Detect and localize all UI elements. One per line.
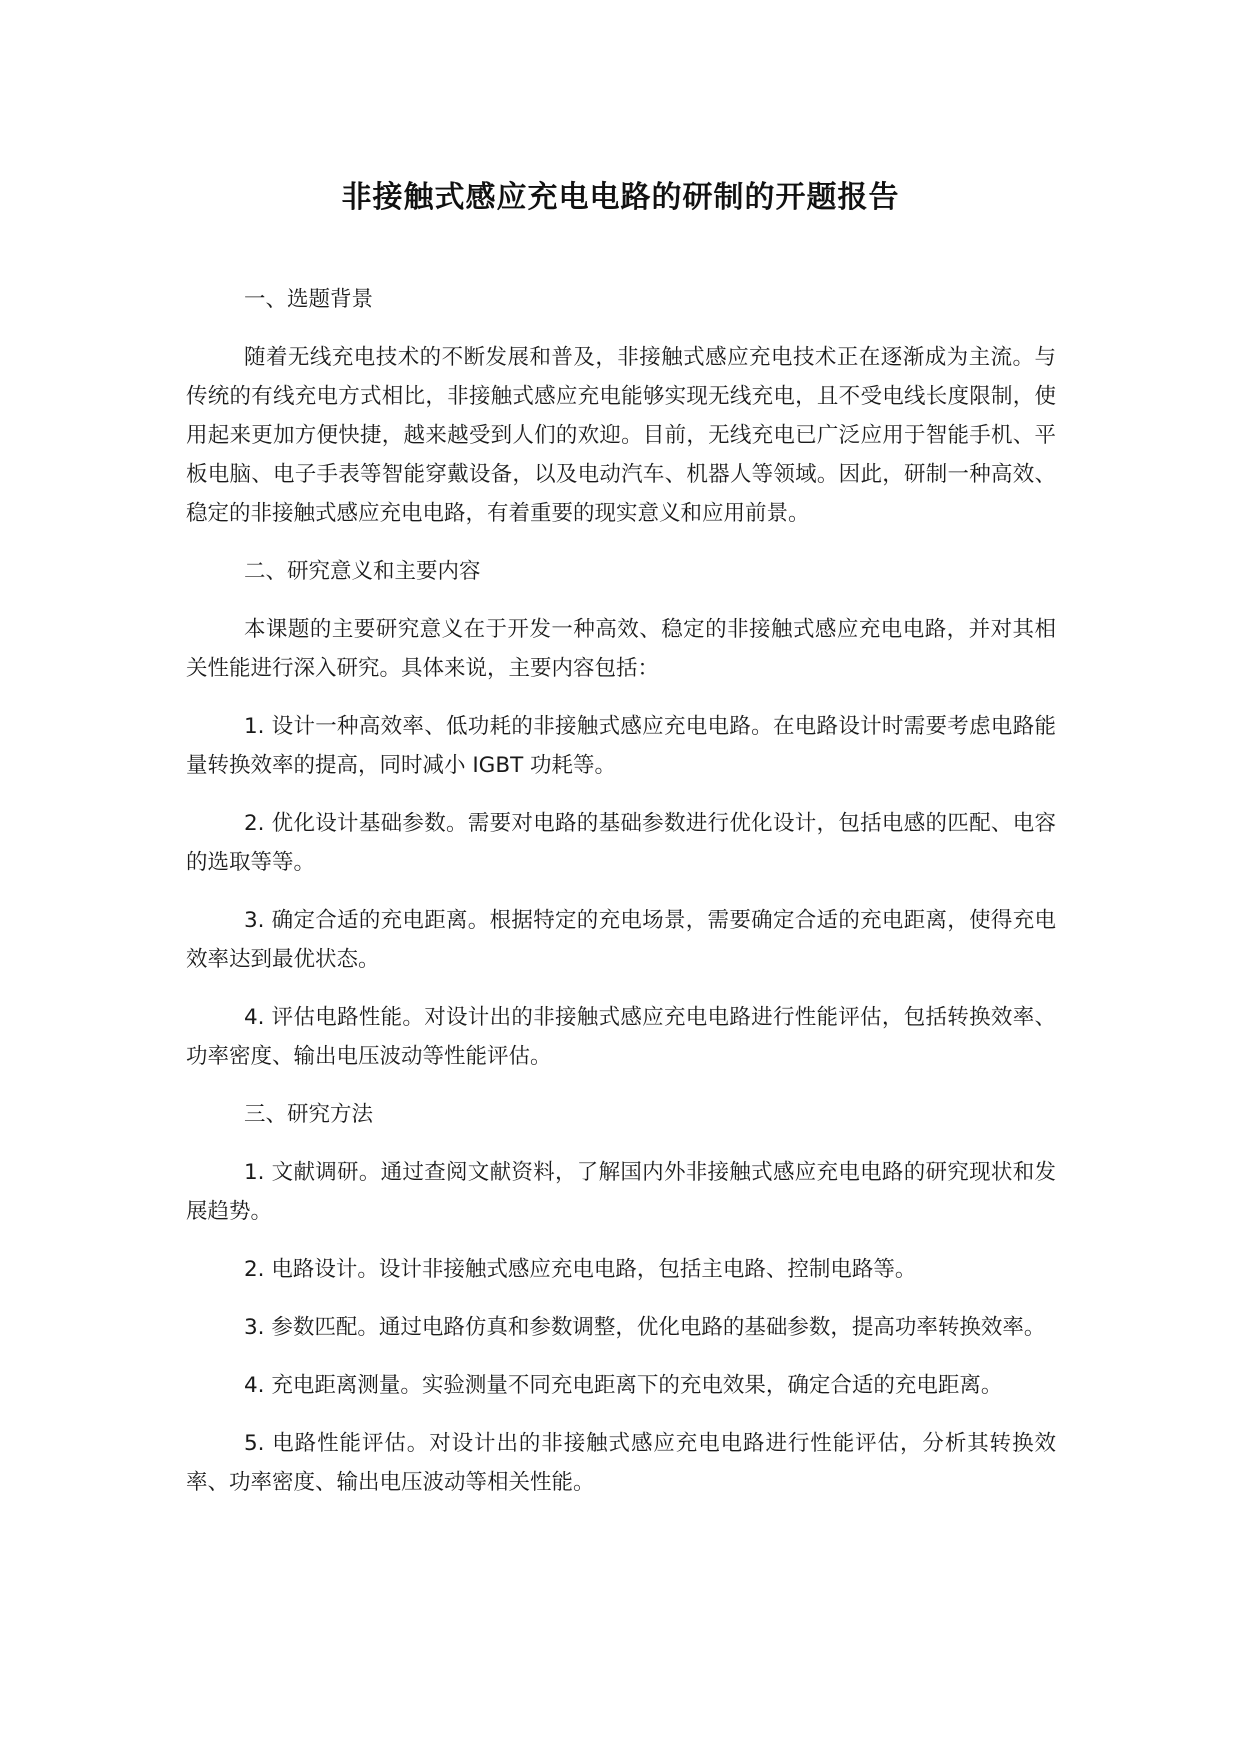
- content-item-4: 4. 评估电路性能。对设计出的非接触式感应充电电路进行性能评估，包括转换效率、功率密度、输出电压波动等性能评估。: [186, 1005, 1056, 1069]
- method-item-4: 4. 充电距离测量。实验测量不同充电距离下的充电效果，确定合适的充电距离。: [244, 1373, 1003, 1398]
- paragraph-significance-intro: 本课题的主要研究意义在于开发一种高效、稳定的非接触式感应充电电路，并对其相关性能进行深入研究。具体来说，主要内容包括：: [186, 617, 1056, 681]
- method-item-1: 1. 文献调研。通过查阅文献资料，了解国内外非接触式感应充电电路的研究现状和发展趋势。: [186, 1160, 1056, 1224]
- section-heading-methods: 三、研究方法: [244, 1102, 374, 1127]
- section-heading-background: 一、选题背景: [244, 287, 374, 312]
- paragraph-background: 随着无线充电技术的不断发展和普及，非接触式感应充电技术正在逐渐成为主流。与传统的有线充电方式相比，非接触式感应充电能够实现无线充电，且不受电线长度限制，使用起来更加方便快捷，越来越受到人们的欢迎。目前，无线充电已广泛应用于智能手机、平板电脑、电子手表等智能穿戴设备，以及电动汽车、机器人等领域。因此，研制一种高效、稳定的非接触式感应充电电路，有着重要的现实意义和应用前景。: [186, 345, 1056, 526]
- content-item-3: 3. 确定合适的充电距离。根据特定的充电场景，需要确定合适的充电距离，使得充电效率达到最优状态。: [186, 908, 1056, 972]
- section-heading-significance: 二、研究意义和主要内容: [244, 559, 481, 584]
- document-title: 非接触式感应充电电路的研制的开题报告: [341, 180, 900, 215]
- method-item-2: 2. 电路设计。设计非接触式感应充电电路，包括主电路、控制电路等。: [244, 1257, 917, 1282]
- content-item-2: 2. 优化设计基础参数。需要对电路的基础参数进行优化设计，包括电感的匹配、电容的选取等等。: [186, 811, 1056, 875]
- method-item-3: 3. 参数匹配。通过电路仿真和参数调整，优化电路的基础参数，提高功率转换效率。: [244, 1315, 1046, 1340]
- content-item-1: 1. 设计一种高效率、低功耗的非接触式感应充电电路。在电路设计时需要考虑电路能量转换效率的提高，同时减小 IGBT 功耗等。: [186, 714, 1056, 778]
- method-item-5: 5. 电路性能评估。对设计出的非接触式感应充电电路进行性能评估，分析其转换效率、功率密度、输出电压波动等相关性能。: [186, 1431, 1056, 1495]
- document-body: [186, 280, 1056, 1521]
